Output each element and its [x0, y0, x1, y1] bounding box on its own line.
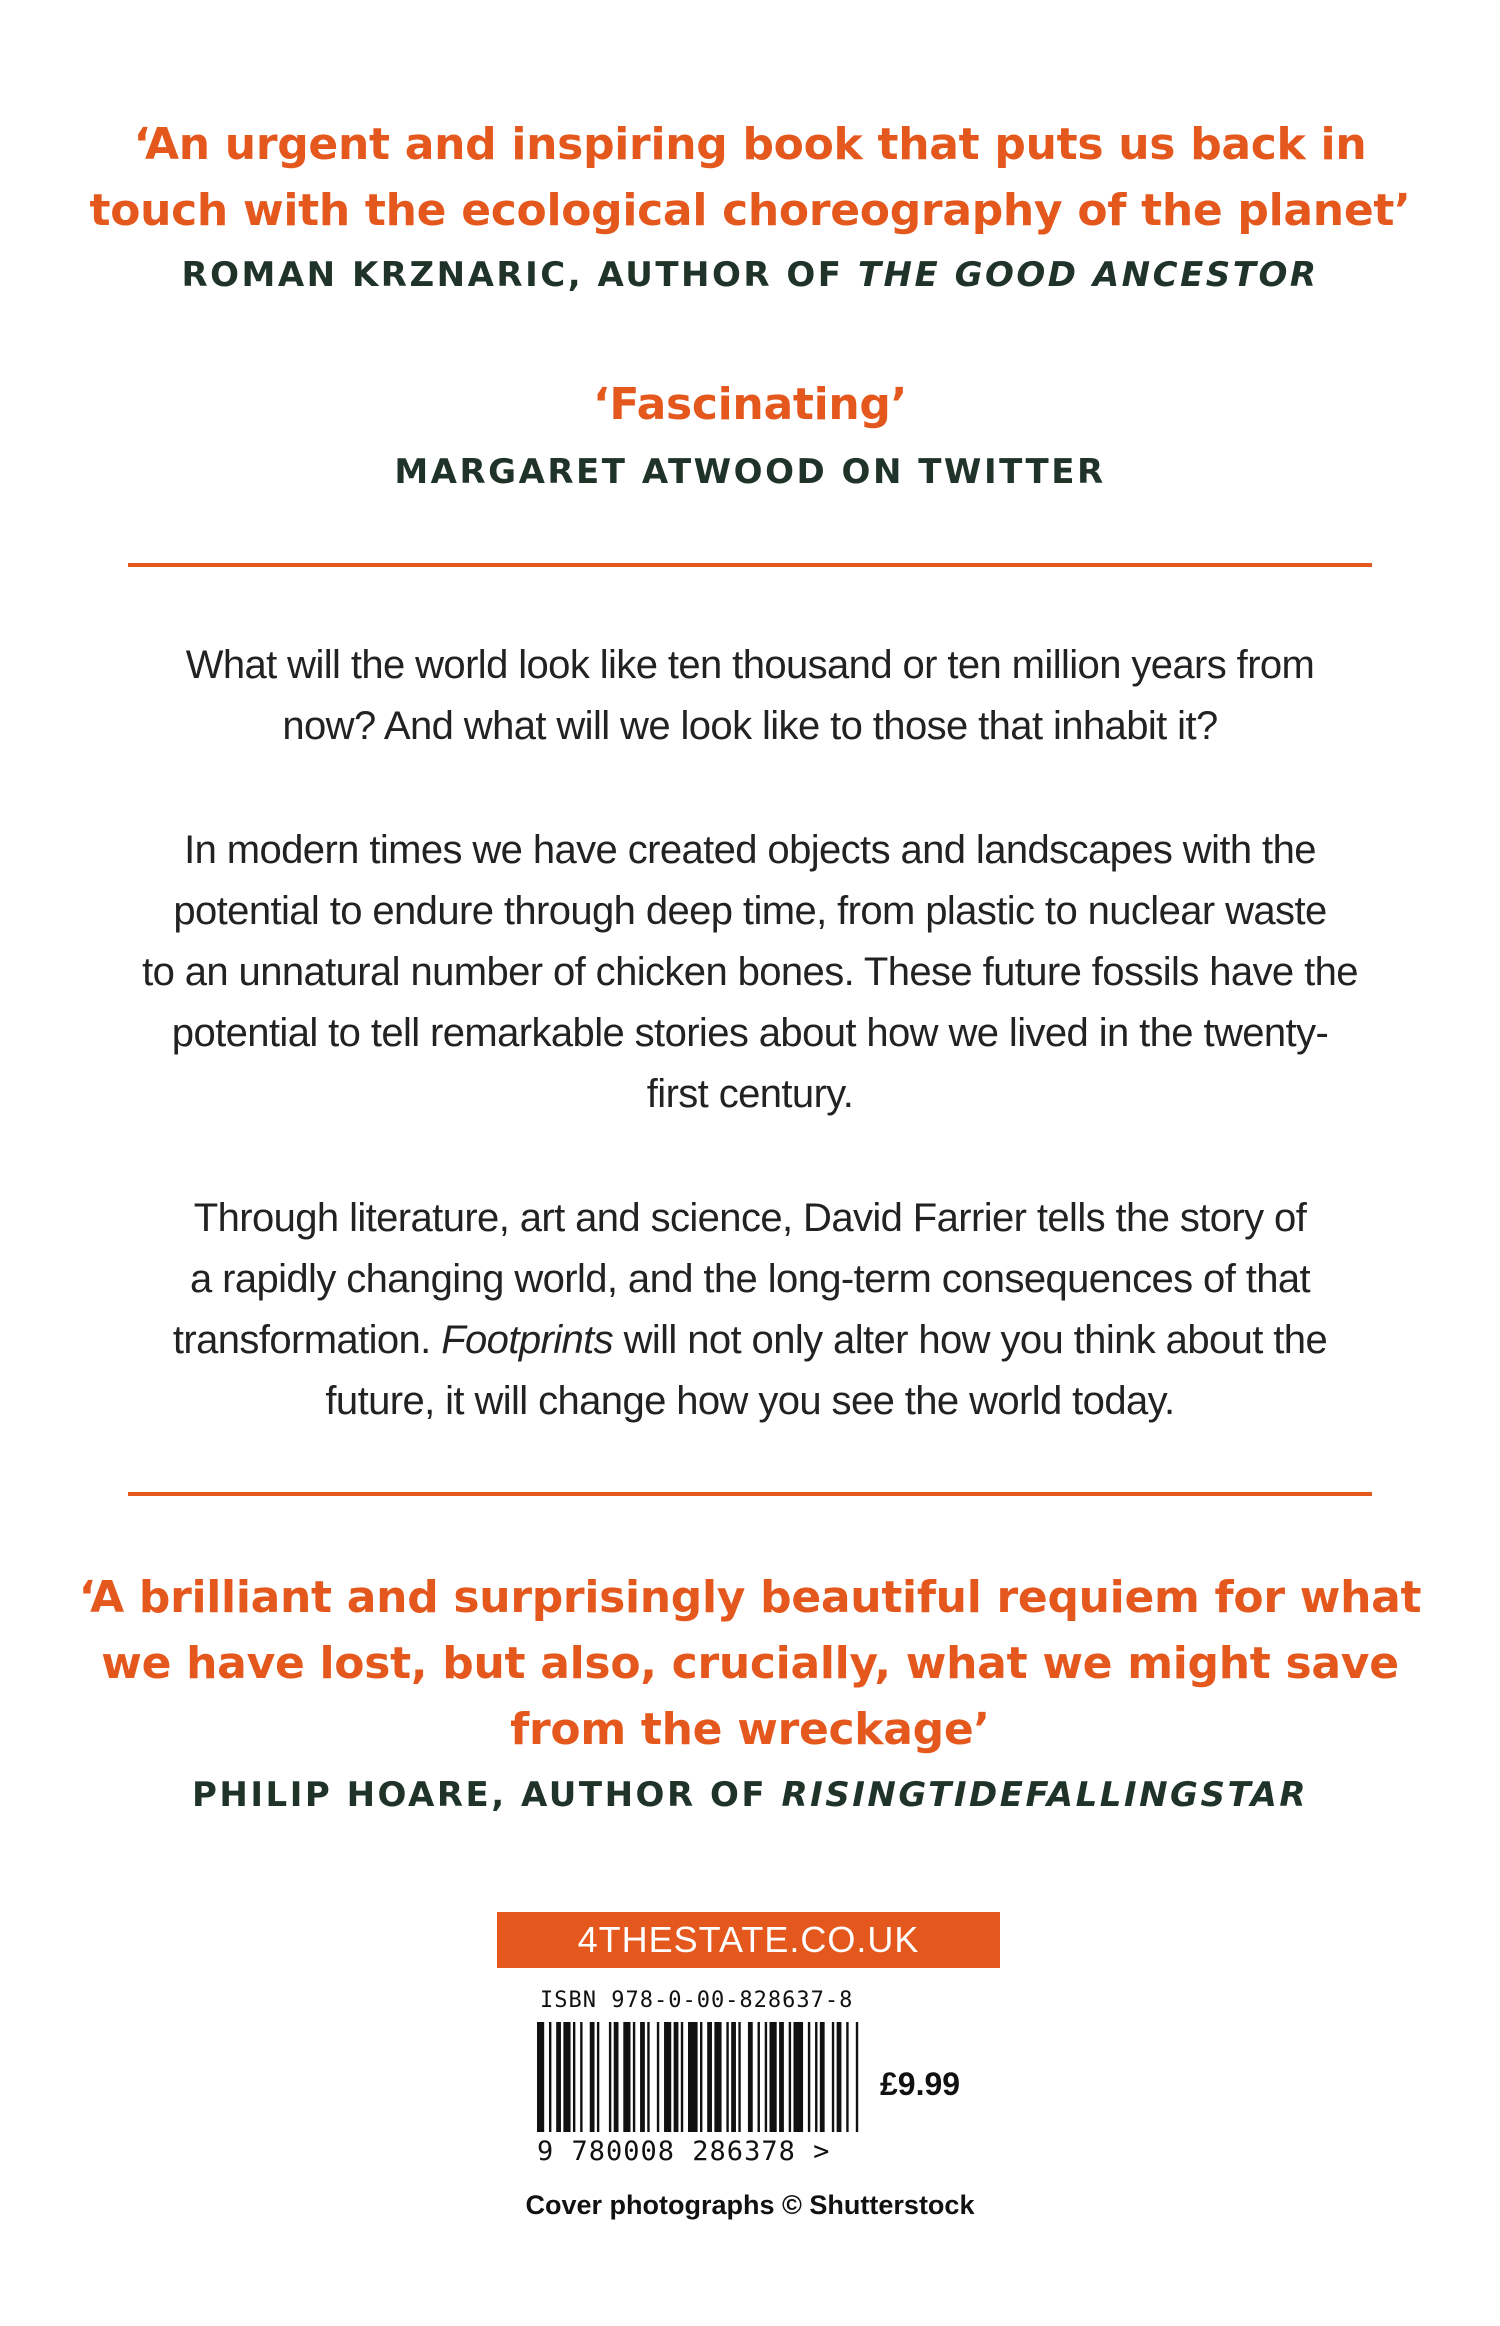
divider-top — [128, 563, 1372, 567]
price: £9.99 — [880, 2066, 961, 2102]
book-title: RISINGTIDEFALLINGSTAR — [781, 1775, 1308, 1815]
blurb-line: now? And what will we look like to those that inhabit it? — [282, 704, 1218, 748]
attribution-text: ROMAN KRZNARIC, AUTHOR OF — [181, 255, 858, 295]
attribution-atwood: MARGARET ATWOOD ON TWITTER — [394, 452, 1106, 492]
divider-bottom — [128, 1492, 1372, 1496]
quote-hoare — [0, 1565, 1500, 1763]
barcode-digits: 9 780008 286378 > — [537, 2136, 831, 2167]
blurb-line: future, it will change how you see the world today. — [325, 1379, 1175, 1423]
blurb-line: In modern times we have created objects and landscapes with the — [184, 828, 1316, 872]
attribution-krznaric — [0, 255, 1500, 295]
blurb-line: Through literature, art and science, David Farrier tells the story of — [193, 1196, 1307, 1240]
book-title: THE GOOD ANCESTOR — [857, 255, 1319, 295]
quote-line: ‘A brilliant and surprisingly beautiful requiem for what — [78, 1572, 1422, 1623]
barcode-icon — [537, 2022, 863, 2132]
cover-credit: Cover photographs © Shutterstock — [525, 2190, 975, 2220]
blurb-paragraph-1 — [100, 635, 1400, 757]
blurb-text: will not only alter how you think about the — [613, 1318, 1328, 1362]
quote-line: ‘Fascinating’ — [592, 379, 907, 430]
quote-atwood — [0, 372, 1500, 438]
attribution-hoare — [0, 1775, 1500, 1815]
blurb-line: first century. — [646, 1072, 854, 1116]
publisher-url[interactable]: 4THESTATE.CO.UK — [497, 1912, 1000, 1968]
quote-line: from the wreckage’ — [510, 1704, 990, 1755]
attribution-text: PHILIP HOARE, AUTHOR OF — [192, 1775, 782, 1815]
blurb-line: to an unnatural number of chicken bones. These future fossils have the — [142, 950, 1358, 994]
blurb-line: potential to tell remarkable stories about how we lived in the twenty- — [171, 1011, 1329, 1055]
blurb-line — [100, 1310, 1400, 1371]
blurb-line: a rapidly changing world, and the long-term consequences of that — [189, 1257, 1311, 1301]
blurb-line: potential to endure through deep time, from plastic to nuclear waste — [173, 889, 1327, 933]
blurb-paragraph-3 — [100, 1188, 1400, 1432]
isbn-label: ISBN 978-0-00-828637-8 — [540, 1988, 854, 2013]
blurb-paragraph-2 — [100, 820, 1400, 1125]
quote-line: touch with the ecological choreography of the planet’ — [89, 185, 1411, 236]
quote-line: we have lost, but also, crucially, what we might save — [101, 1638, 1399, 1689]
quote-krznaric — [0, 112, 1500, 244]
blurb-line: What will the world look like ten thousand or ten million years from — [185, 643, 1315, 687]
quote-line: ‘An urgent and inspiring book that puts us back in — [133, 119, 1367, 170]
blurb-text: transformation. — [172, 1318, 442, 1362]
book-title: Footprints — [441, 1318, 614, 1362]
